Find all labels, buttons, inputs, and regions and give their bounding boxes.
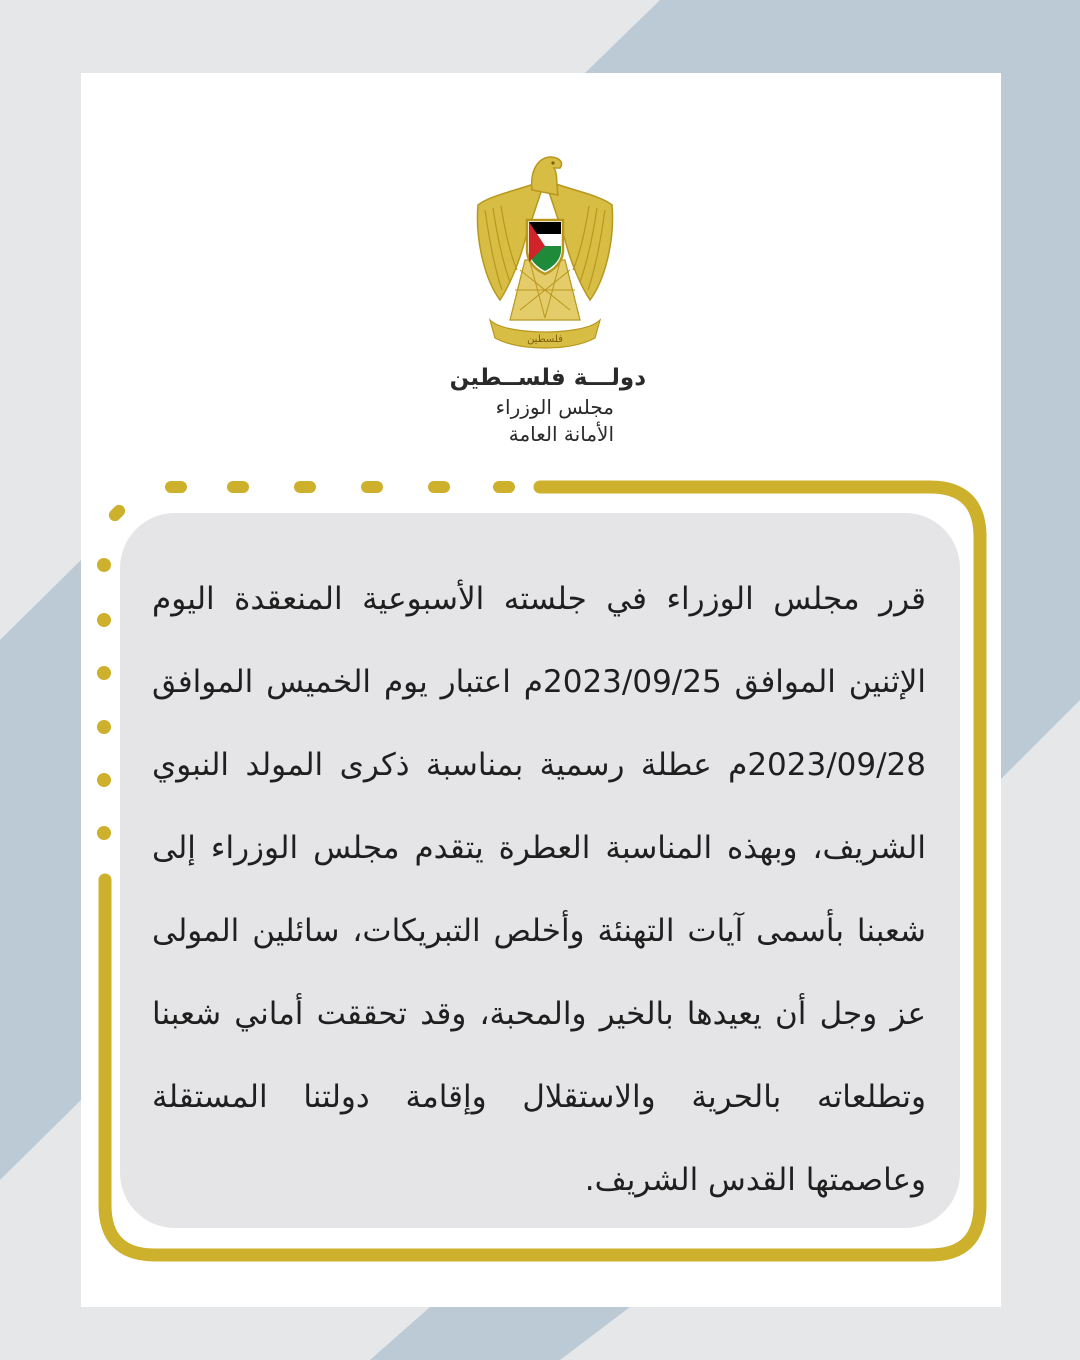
frame-dots-left <box>97 558 111 840</box>
announcement-text: قرر مجلس الوزراء في جلسته الأسبوعية المنعقدة اليوم الإثنين الموافق 2023/09/25م اعتبار يوم الخميس الموافق 2023/09/28م عطلة رسمية بمناسبة ذكرى المولد النبوي الشريف، وبهذه المناسبة العطرة يتقدم مجلس الوزراء إلى شعبنا بأسمى آيات التهنئة وأخلص التبريكات، سائلين المولى عز وجل أن يعيدها بالخير والمحبة، وقد تحققت أماني شعبنا وتطلعاته بالحرية والاستقلال وإقامة دولتنا المستقلة وعاصمتها القدس الشريف. <box>152 581 927 1198</box>
frame-dashes-top <box>165 481 515 493</box>
state-name: دولـــة فلســطين <box>449 365 646 391</box>
secretariat-name: الأمانة العامة <box>508 422 614 446</box>
council-name: مجلس الوزراء <box>495 395 614 419</box>
frame-dash-corner <box>106 502 127 523</box>
emblem-scroll-text: فلسطين <box>527 334 563 345</box>
